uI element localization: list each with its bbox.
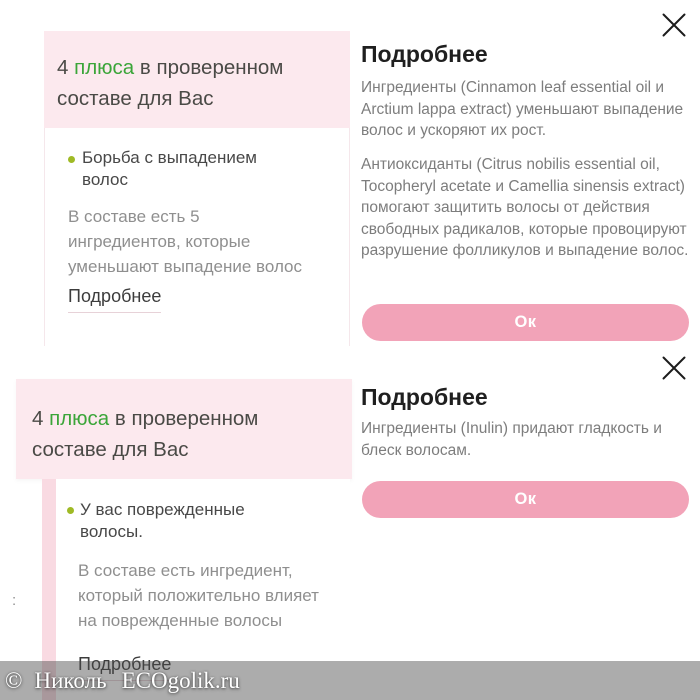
benefit-title: Борьба с выпадением волос xyxy=(82,148,257,189)
pluses-heading-rest: в проверенном составе для Вас xyxy=(57,56,284,110)
details-popup-title: Подробнее xyxy=(361,41,488,67)
pluses-summary-card xyxy=(44,31,350,128)
ok-button[interactable]: Ок xyxy=(362,481,689,518)
close-x-glyph xyxy=(660,11,688,39)
benefit-description: В составе есть ингредиент, который положительно влияет на поврежденные волосы xyxy=(78,561,319,630)
benefit-title: У вас поврежденные волосы. xyxy=(80,500,245,541)
details-paragraph: Антиоксиданты (Citrus nobilis essential oil, Tocopheryl acetate и Camellia sinensis extract) помогают защитить волосы от действия свободных радикалов, которые провоцируют разрушение фолликулов и выпадение волос. xyxy=(361,156,689,259)
pluses-heading-rest: в проверенном составе для Вас xyxy=(32,407,259,461)
cropped-text-fragment: : xyxy=(12,592,17,609)
ok-button[interactable]: Ок xyxy=(362,304,689,341)
bullet-dot-icon xyxy=(67,507,74,514)
pluses-word-highlight: плюса xyxy=(49,407,110,430)
more-details-link[interactable]: Подробнее xyxy=(68,286,161,313)
pluses-summary-heading xyxy=(32,403,322,465)
watermark-author: Николь xyxy=(34,667,107,693)
pluses-count: 4 xyxy=(32,407,44,430)
benefit-description: В составе есть 5 ингредиентов, которые уменьшают выпадение волос xyxy=(68,207,303,276)
close-icon[interactable] xyxy=(659,353,689,383)
watermark-site: ECOgolik.ru xyxy=(121,667,240,693)
pluses-count: 4 xyxy=(57,56,69,79)
pluses-word-highlight: плюса xyxy=(74,56,135,79)
bullet-dot-icon xyxy=(68,156,75,163)
pluses-summary-card xyxy=(16,379,352,479)
details-paragraph: Ингредиенты (Inulin) придают гладкость и блеск волосам. xyxy=(361,420,662,459)
details-paragraph: Ингредиенты (Cinnamon leaf essential oil и Arctium lappa extract) уменьшают выпадение волос и ускоряют их рост. xyxy=(361,79,684,139)
watermark-bar xyxy=(0,661,700,700)
more-details-link[interactable]: Подробнее xyxy=(78,654,171,681)
copyright-icon: © xyxy=(5,667,23,693)
pluses-summary-heading xyxy=(57,52,340,114)
close-x-glyph xyxy=(660,354,688,382)
close-icon[interactable] xyxy=(659,10,689,40)
details-popup-title: Подробнее xyxy=(361,384,488,410)
